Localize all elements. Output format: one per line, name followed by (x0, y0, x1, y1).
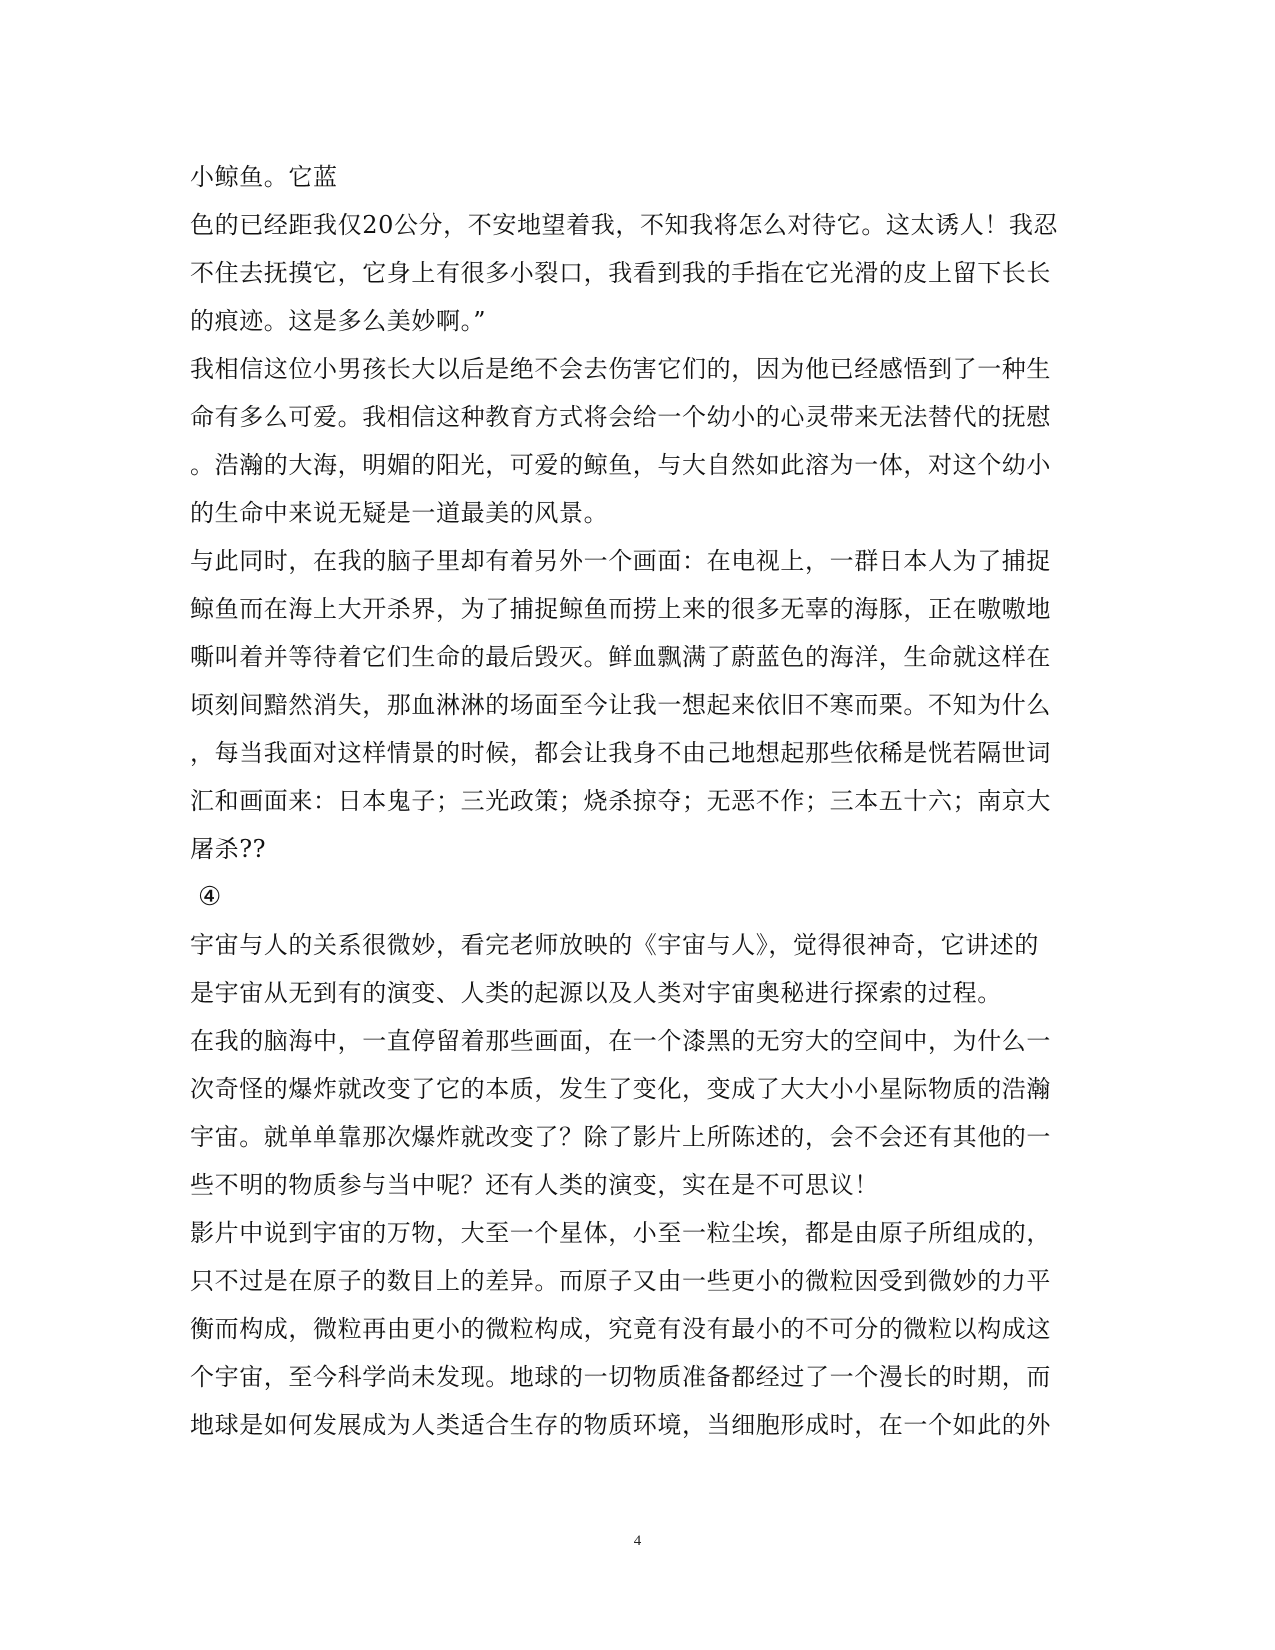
text-line: 汇和画面来：日本鬼子；三光政策；烧杀掠夺；无恶不作；三本五十六；南京大 (190, 787, 1051, 815)
text-line: 我相信这位小男孩长大以后是绝不会去伤害它们的，因为他已经感悟到了一种生 (190, 355, 1051, 383)
text-line: 在我的脑海中，一直停留着那些画面，在一个漆黑的无穷大的空间中，为什么一 (190, 1027, 1051, 1055)
page-number: 4 (633, 1533, 642, 1549)
text-line: 的痕迹。这是多么美妙啊。” (190, 307, 487, 335)
text-line: 嘶叫着并等待着它们生命的最后毁灭。鲜血飘满了蔚蓝色的海洋，生命就这样在 (190, 643, 1051, 671)
text-line: 些不明的物质参与当中呢？还有人类的演变，实在是不可思议！ (190, 1171, 879, 1199)
text-line: 衡而构成，微粒再由更小的微粒构成，究竟有没有最小的不可分的微粒以构成这 (190, 1315, 1051, 1343)
text-line: 地球是如何发展成为人类适合生存的物质环境，当细胞形成时，在一个如此的外 (190, 1411, 1051, 1439)
text-line: 鲸鱼而在海上大开杀界，为了捕捉鲸鱼而捞上来的很多无辜的海豚，正在嗷嗷地 (190, 595, 1051, 623)
text-line: 色的已经距我仅20公分，不安地望着我，不知我将怎么对待它。这太诱人！我忍 (190, 211, 1059, 239)
text-line: 不住去抚摸它，它身上有很多小裂口，我看到我的手指在它光滑的皮上留下长长 (190, 259, 1051, 287)
text-line: 是宇宙从无到有的演变、人类的起源以及人类对宇宙奥秘进行探索的过程。 (190, 979, 1002, 1007)
text-line: 宇宙。就单单靠那次爆炸就改变了？除了影片上所陈述的，会不会还有其他的一 (190, 1123, 1051, 1151)
text-line: 影片中说到宇宙的万物，大至一个星体，小至一粒尘埃，都是由原子所组成的， (190, 1219, 1051, 1247)
text-line: 小鲸鱼。它蓝 (190, 163, 338, 191)
text-line: ，每当我面对这样情景的时候，都会让我身不由己地想起那些依稀是恍若隔世词 (190, 739, 1051, 767)
text-line: 宇宙与人的关系很微妙，看完老师放映的《宇宙与人》，觉得很神奇，它讲述的 (190, 931, 1039, 959)
text-line: 只不过是在原子的数目上的差异。而原子又由一些更小的微粒因受到微妙的力平 (190, 1267, 1051, 1295)
text-line: 顷刻间黯然消失，那血淋淋的场面至今让我一想起来依旧不寒而栗。不知为什么 (190, 691, 1051, 719)
text-line: 屠杀?? (190, 835, 267, 863)
text-line: 与此同时，在我的脑子里却有着另外一个画面：在电视上，一群日本人为了捕捉 (190, 547, 1051, 575)
text-line: 。浩瀚的大海，明媚的阳光，可爱的鲸鱼，与大自然如此溶为一体，对这个幼小 (190, 451, 1051, 479)
text-line: 个宇宙，至今科学尚未发现。地球的一切物质准备都经过了一个漫长的时期，而 (190, 1363, 1051, 1391)
section-marker: ④ (198, 882, 222, 912)
text-line: 的生命中来说无疑是一道最美的风景。 (190, 499, 609, 527)
text-line: 命有多么可爱。我相信这种教育方式将会给一个幼小的心灵带来无法替代的抚慰 (190, 403, 1051, 431)
text-line: 次奇怪的爆炸就改变了它的本质，发生了变化，变成了大大小小星际物质的浩瀚 (190, 1075, 1051, 1103)
body-text (190, 153, 1070, 1449)
